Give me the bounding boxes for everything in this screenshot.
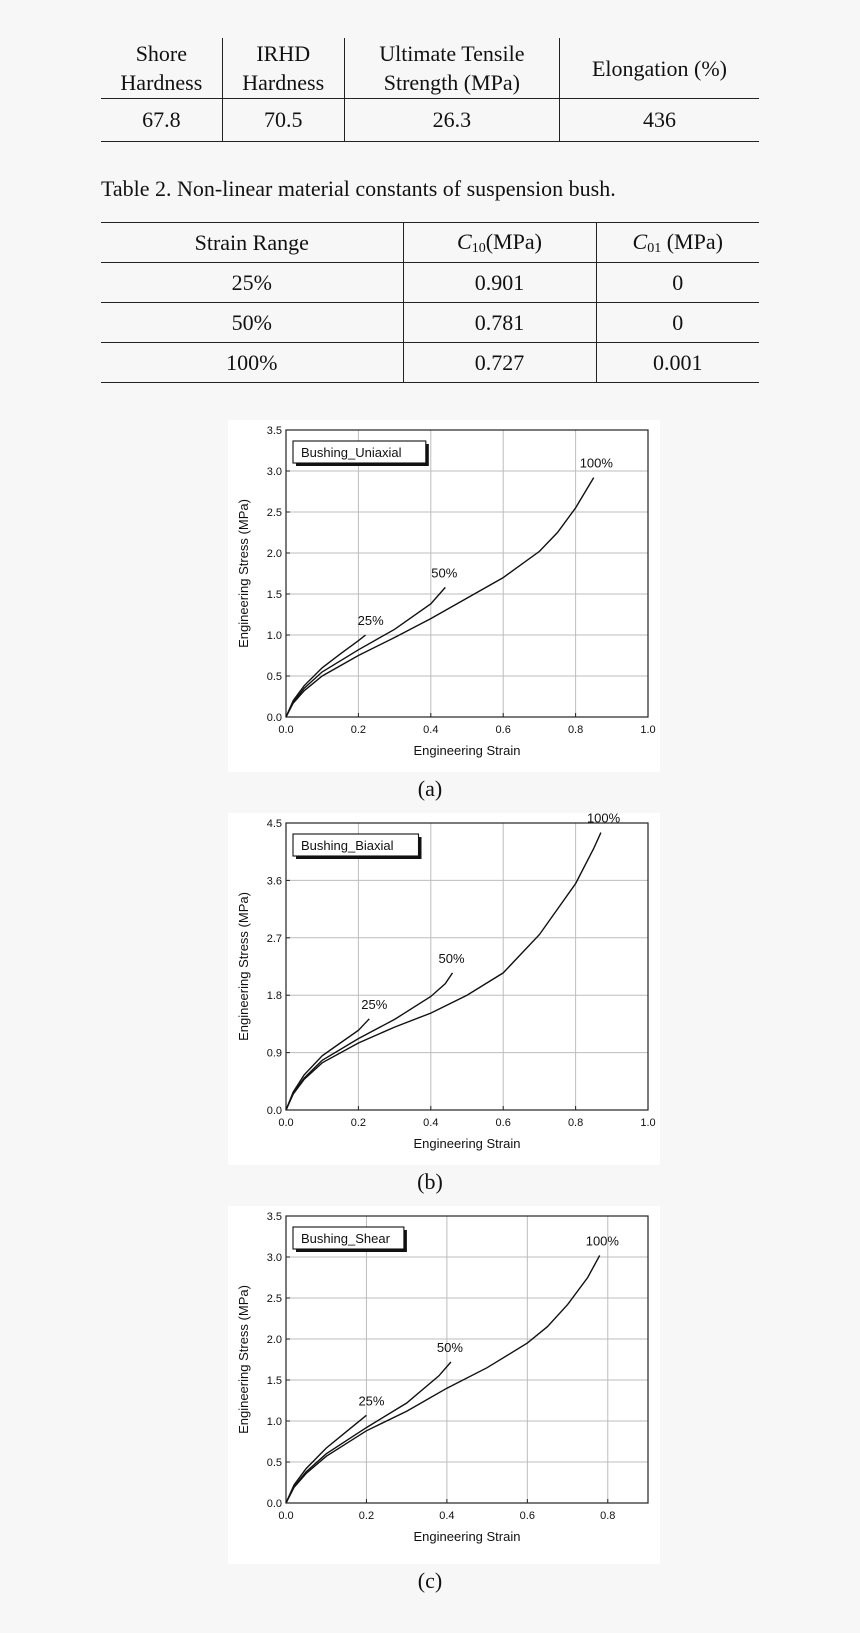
chart-shear [228,1206,660,1564]
x-tick-label: 0.4 [439,1510,455,1522]
material-constants-table [101,222,759,383]
series-end-label: 25% [357,613,384,628]
series-end-label: 25% [361,996,388,1012]
x-tick-label: 0.4 [423,724,439,736]
y-tick-label: 1.0 [266,630,282,642]
header-irhd-hardness [222,38,344,99]
table-cell: 0.901 [403,263,596,303]
table-cell: 25% [101,263,403,303]
y-tick-label: 2.0 [266,548,282,560]
table-cell: 26.3 [344,99,559,142]
table-cell: 0 [596,263,759,303]
x-tick-label: 1.0 [640,724,656,736]
table-cell: 0.001 [596,343,759,383]
x-tick-label: 0.8 [600,1510,616,1522]
header-elongation [560,38,759,99]
header-shore-hardness [101,38,222,99]
y-tick-label: 2.5 [266,507,282,519]
chart-biaxial [228,813,660,1165]
c10-subscript: 10 [471,240,486,256]
legend-text: Bushing_Uniaxial [301,445,402,460]
figure-caption-a: (a) [417,776,443,801]
series-end-label: 50% [438,950,465,966]
header-c01 [596,223,759,263]
table-cell: 436 [560,99,759,142]
x-axis-label: Engineering Strain [413,1136,521,1151]
series-end-label: 50% [436,1339,463,1355]
y-tick-label: 0.0 [266,1105,282,1117]
x-tick-label: 0.0 [278,1117,294,1129]
c01-subscript: 01 [647,240,662,256]
y-tick-label: 3.6 [266,875,282,888]
header-line: Strength (MPa) [383,70,520,95]
y-tick-label: 1.8 [266,990,282,1003]
table-cell: 0 [596,303,759,343]
x-tick-label: 0.2 [350,1117,367,1129]
table-cell: 70.5 [222,99,344,142]
y-tick-label: 0.9 [266,1047,282,1060]
x-tick-label: 0.6 [519,1510,535,1522]
y-tick-label: 1.5 [266,589,282,601]
header-line: Hardness [242,70,325,95]
table-row [101,303,759,343]
table-cell: 0.781 [403,303,596,343]
y-tick-label: 0.0 [266,1498,282,1510]
series-end-label: 50% [431,565,458,581]
c01-symbol: C [632,228,648,254]
x-tick-label: 0.4 [423,1117,439,1129]
chart-background [228,813,660,1165]
x-tick-label: 0.8 [567,724,584,736]
header-line: Ultimate Tensile [379,41,525,66]
y-tick-label: 1.5 [266,1375,282,1387]
c10-unit: (MPa) [485,228,542,254]
x-axis-label: Engineering Strain [413,743,521,758]
table-cell: 0.727 [403,343,596,383]
series-end-label: 100% [585,1233,619,1249]
c10-symbol: C [457,228,472,254]
y-axis-label: Engineering Stress (MPa) [236,892,251,1041]
x-tick-label: 0.6 [495,724,511,736]
table-header-row [101,223,759,263]
figure-caption-b: (b) [417,1169,443,1194]
y-tick-label: 0.5 [266,671,282,683]
table-header-row [101,38,759,99]
c01-unit: (MPa) [666,228,723,254]
table-row [101,263,759,303]
y-tick-label: 4.5 [266,818,282,830]
x-tick-label: 0.8 [567,1117,584,1129]
table-cell: 67.8 [101,99,222,142]
series-end-label: 100% [586,813,621,826]
series-end-label: 25% [358,1393,385,1409]
y-tick-label: 2.0 [266,1334,282,1346]
y-tick-label: 3.0 [266,466,282,478]
x-tick-label: 0.6 [495,1117,511,1129]
legend-text: Bushing_Shear [301,1231,390,1246]
header-strain-range: Strain Range [101,223,403,263]
header-line: Elongation (%) [591,55,728,81]
y-tick-label: 2.7 [266,932,282,945]
x-tick-label: 0.2 [350,724,367,736]
series-end-label: 100% [579,455,613,471]
x-tick-label: 0.2 [358,1510,375,1522]
chart-uniaxial [228,420,660,772]
x-tick-label: 0.0 [278,724,294,736]
legend-text: Bushing_Biaxial [301,838,394,853]
header-line: Shore [135,41,188,66]
y-tick-label: 3.0 [266,1252,282,1264]
y-tick-label: 3.5 [266,425,282,437]
y-axis-label: Engineering Stress (MPa) [236,1285,251,1434]
header-line: IRHD [256,41,311,66]
material-properties-table [101,38,759,142]
y-tick-label: 1.0 [266,1416,282,1428]
y-tick-label: 3.5 [266,1211,282,1223]
y-tick-label: 0.0 [266,712,282,724]
x-tick-label: 1.0 [640,1117,656,1129]
header-c10 [403,223,596,263]
header-tensile-strength [344,38,559,99]
table-caption: Table 2. Non-linear material constants of suspension bush. [101,176,616,201]
y-tick-label: 0.5 [266,1457,282,1469]
y-tick-label: 2.5 [266,1293,282,1305]
x-axis-label: Engineering Strain [413,1529,521,1544]
chart-background [228,420,660,772]
x-tick-label: 0.0 [278,1510,294,1522]
table-row [101,99,759,142]
figure-caption-c: (c) [417,1568,443,1593]
y-axis-label: Engineering Stress (MPa) [236,499,251,648]
header-line: Hardness [120,70,203,95]
table-cell: 100% [101,343,403,383]
table-cell: 50% [101,303,403,343]
table-row [101,343,759,383]
